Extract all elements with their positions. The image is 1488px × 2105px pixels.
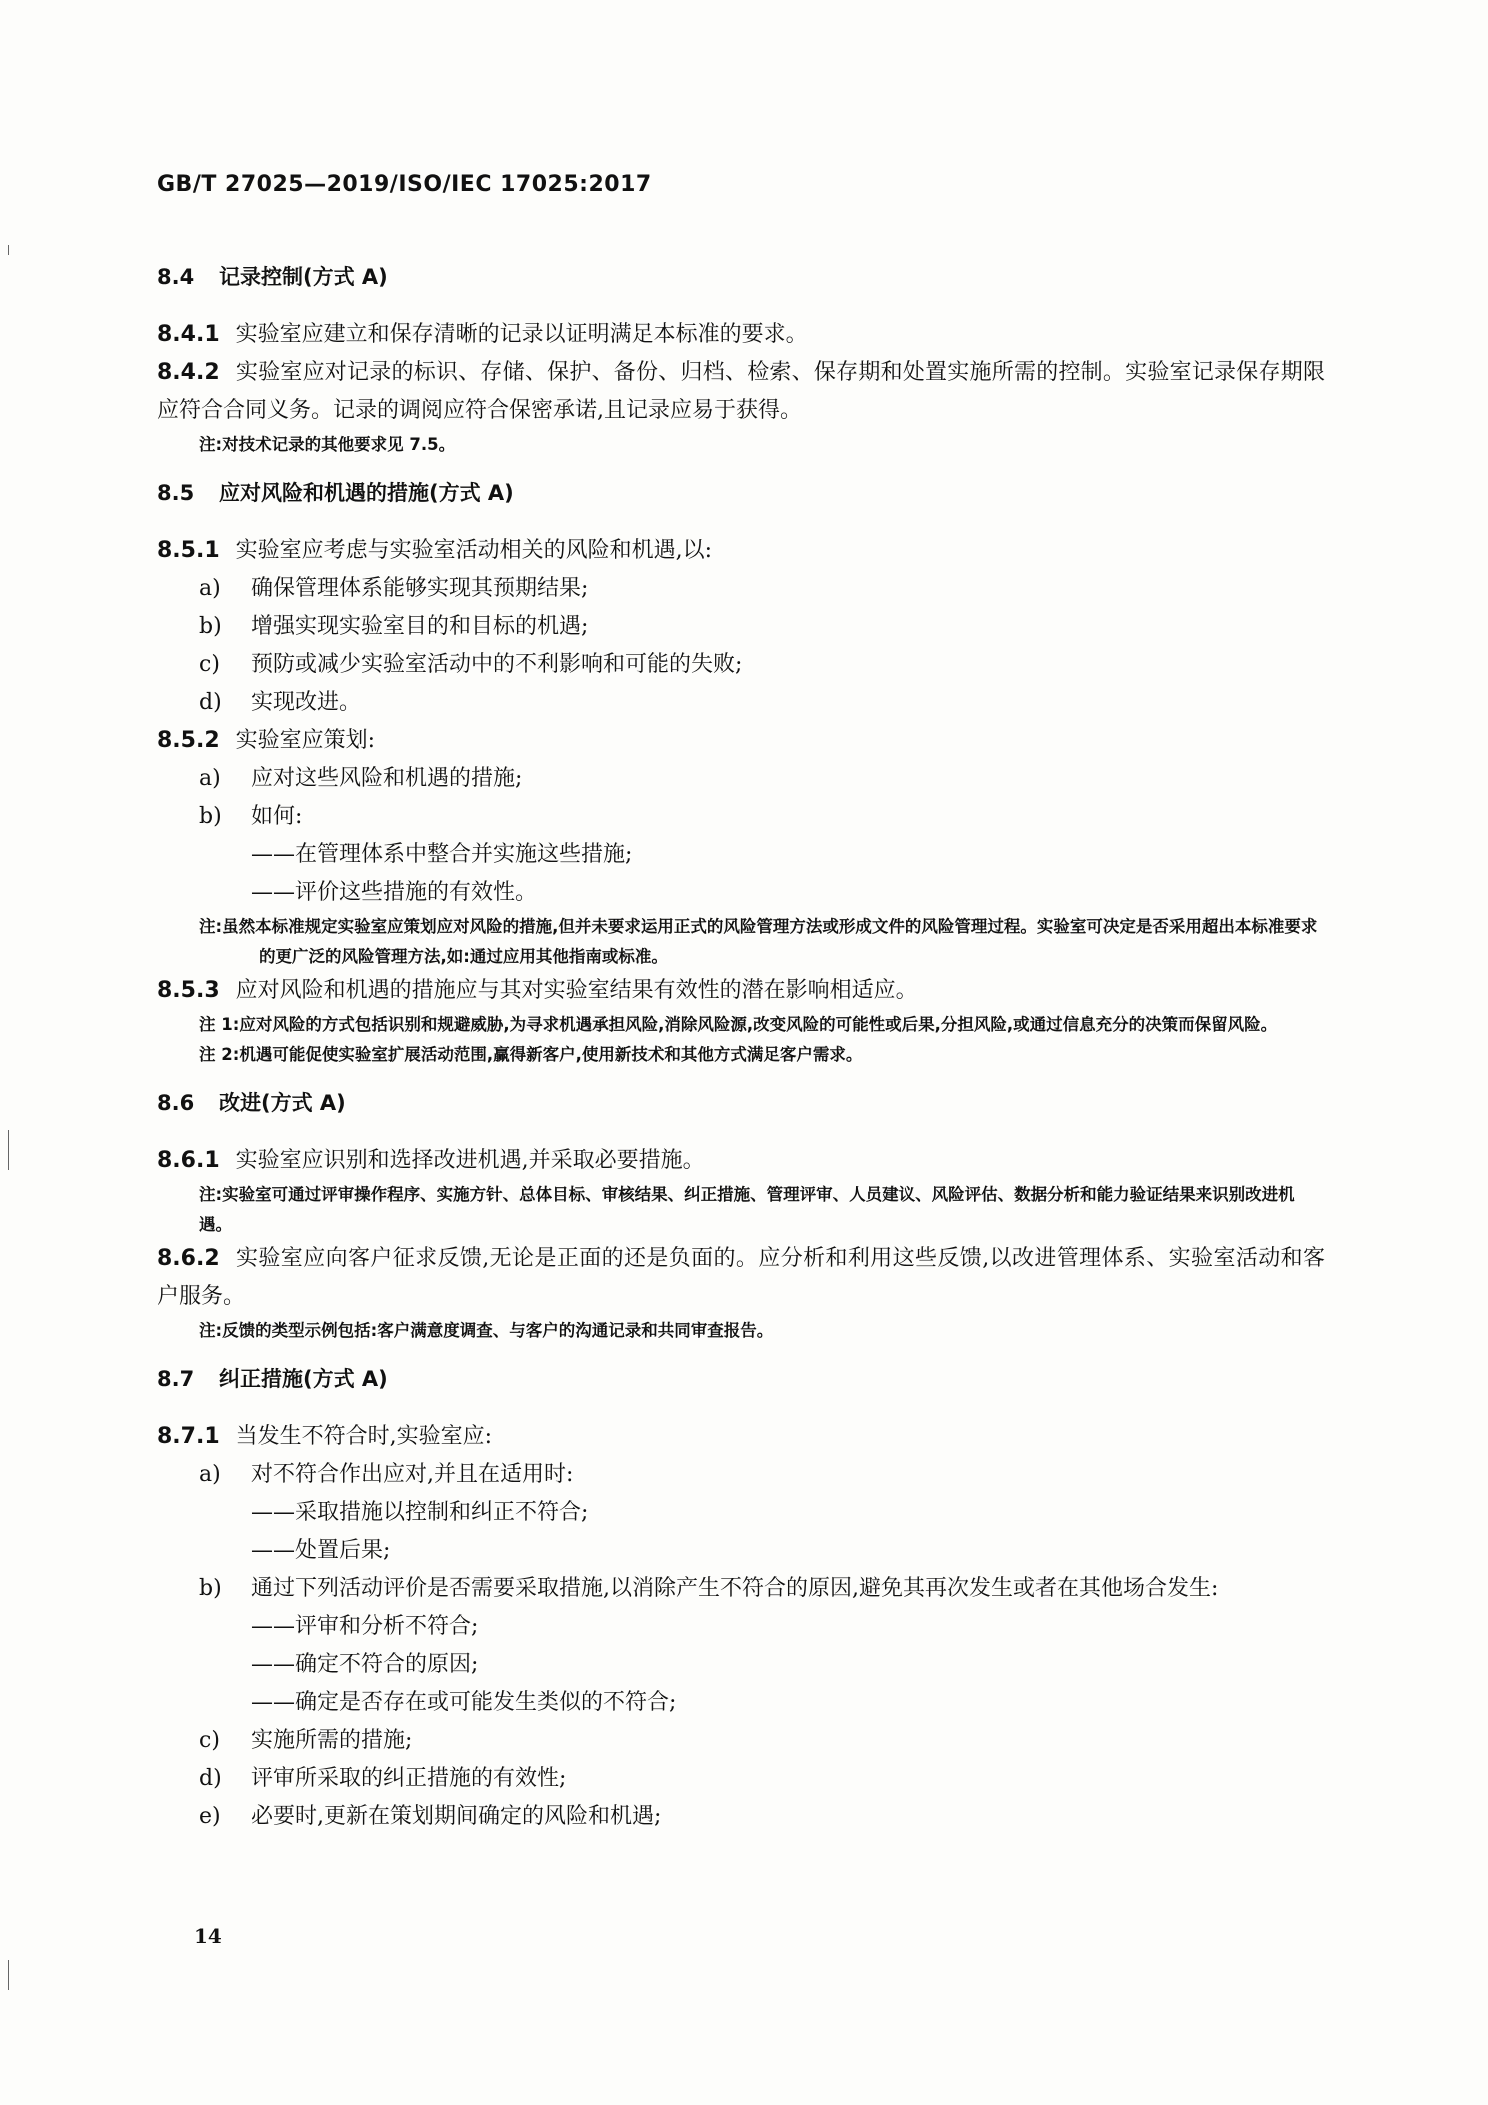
list-item (199, 684, 1325, 722)
list-text: 通过下列活动评价是否需要采取措施,以消除产生不符合的原因,避免其再次发生或者在其他场合发生: (251, 1576, 1219, 1601)
section-number: 8.7 (157, 1367, 195, 1391)
note-8-5-3-2: 注 2:机遇可能促使实验室扩展活动范围,赢得新客户,使用新技术和其他方式满足客户需求。 (199, 1045, 863, 1064)
clause-8-4-1 (157, 316, 1325, 354)
note-8-6-2: 注:反馈的类型示例包括:客户满意度调查、与客户的沟通记录和共同审查报告。 (199, 1321, 774, 1340)
list-item (199, 798, 1325, 836)
section-title: 改进(方式 A) (219, 1091, 346, 1115)
document-header: GB/T 27025—2019/ISO/IEC 17025:2017 (157, 172, 652, 197)
clause-number: 8.4.1 (157, 322, 220, 347)
clause-8-5-2 (157, 722, 1325, 760)
dash-item: ——评价这些措施的有效性。 (251, 880, 538, 905)
list-text: 确保管理体系能够实现其预期结果; (251, 576, 589, 601)
list-text: 如何: (251, 804, 303, 829)
clause-text: 实验室应识别和选择改进机遇,并采取必要措施。 (235, 1148, 705, 1173)
list-marker: b) (199, 804, 222, 829)
clause-text: 应对风险和机遇的措施应与其对实验室结果有效性的潜在影响相适应。 (235, 978, 918, 1003)
scan-mark (8, 1130, 9, 1170)
section-heading-8-4 (157, 262, 1325, 292)
list-marker: d) (199, 1766, 222, 1791)
list-item (199, 608, 1325, 646)
section-title: 应对风险和机遇的措施(方式 A) (219, 481, 514, 505)
section-title: 记录控制(方式 A) (219, 265, 388, 289)
dash-item: ——评审和分析不符合; (251, 1614, 479, 1639)
list-marker: d) (199, 690, 222, 715)
clause-number: 8.7.1 (157, 1424, 220, 1449)
list-item (199, 1456, 1325, 1494)
list-marker: e) (199, 1804, 221, 1829)
dash-item: ——在管理体系中整合并实施这些措施; (251, 842, 633, 867)
list-item (199, 1760, 1325, 1798)
clause-8-5-1 (157, 532, 1325, 570)
list-marker: a) (199, 1462, 221, 1487)
clause-text: 实验室应建立和保存清晰的记录以证明满足本标准的要求。 (235, 322, 808, 347)
section-number: 8.4 (157, 265, 195, 289)
list-marker: c) (199, 652, 220, 677)
clause-number: 8.4.2 (157, 360, 220, 385)
page-number: 14 (194, 1924, 222, 1948)
clause-8-6-2 (157, 1240, 1325, 1316)
document-body (157, 262, 1325, 1836)
clause-8-5-3 (157, 972, 1325, 1010)
clause-number: 8.5.3 (157, 978, 220, 1003)
scan-mark (8, 245, 9, 255)
section-heading-8-6 (157, 1088, 1325, 1118)
list-text: 应对这些风险和机遇的措施; (251, 766, 523, 791)
list-marker: c) (199, 1728, 220, 1753)
list-text: 实现改进。 (251, 690, 362, 715)
list-item (199, 760, 1325, 798)
clause-number: 8.5.2 (157, 728, 220, 753)
dash-item: ——采取措施以控制和纠正不符合; (251, 1500, 589, 1525)
clause-8-7-1 (157, 1418, 1325, 1456)
list-item (199, 570, 1325, 608)
list-marker: b) (199, 614, 222, 639)
section-number: 8.5 (157, 481, 195, 505)
list-text: 对不符合作出应对,并且在适用时: (251, 1462, 574, 1487)
dash-item: ——确定是否存在或可能发生类似的不符合; (251, 1690, 677, 1715)
clause-number: 8.6.1 (157, 1148, 220, 1173)
note-8-6-1: 注:实验室可通过评审操作程序、实施方针、总体目标、审核结果、纠正措施、管理评审、人员建议、风险评估、数据分析和能力验证结果来识别改进机遇。 (199, 1185, 1295, 1234)
clause-text: 实验室应对记录的标识、存储、保护、备份、归档、检索、保存期和处置实施所需的控制。实验室记录保存期限应符合合同义务。记录的调阅应符合保密承诺,且记录应易于获得。 (157, 360, 1325, 423)
clause-8-4-2 (157, 354, 1325, 430)
list-item (199, 1722, 1325, 1760)
note-8-5-2: 注:虽然本标准规定实验室应策划应对风险的措施,但并未要求运用正式的风险管理方法或形成文件的风险管理过程。实验室可决定是否采用超出本标准要求的更广泛的风险管理方法,如:通过应用其他指南或标准。 (199, 917, 1318, 966)
list-text: 实施所需的措施; (251, 1728, 413, 1753)
list-text: 必要时,更新在策划期间确定的风险和机遇; (251, 1804, 662, 1829)
section-heading-8-7 (157, 1364, 1325, 1394)
section-title: 纠正措施(方式 A) (219, 1367, 388, 1391)
note-8-4-2: 注:对技术记录的其他要求见 7.5。 (199, 435, 456, 454)
dash-item: ——确定不符合的原因; (251, 1652, 479, 1677)
clause-text: 实验室应考虑与实验室活动相关的风险和机遇,以: (235, 538, 713, 563)
list-text: 预防或减少实验室活动中的不利影响和可能的失败; (251, 652, 743, 677)
list-marker: a) (199, 766, 221, 791)
clause-number: 8.6.2 (157, 1246, 220, 1271)
clause-text: 实验室应向客户征求反馈,无论是正面的还是负面的。应分析和利用这些反馈,以改进管理体系、实验室活动和客户服务。 (157, 1246, 1325, 1309)
list-item (199, 1798, 1325, 1836)
list-item (199, 646, 1325, 684)
section-heading-8-5 (157, 478, 1325, 508)
clause-8-6-1 (157, 1142, 1325, 1180)
list-text: 增强实现实验室目的和目标的机遇; (251, 614, 589, 639)
list-marker: b) (199, 1576, 222, 1601)
dash-item: ——处置后果; (251, 1538, 391, 1563)
clause-text: 实验室应策划: (235, 728, 376, 753)
note-8-5-3-1: 注 1:应对风险的方式包括识别和规避威胁,为寻求机遇承担风险,消除风险源,改变风险的可能性或后果,分担风险,或通过信息充分的决策而保留风险。 (199, 1015, 1278, 1034)
list-marker: a) (199, 576, 221, 601)
clause-text: 当发生不符合时,实验室应: (235, 1424, 493, 1449)
list-item (199, 1570, 1325, 1608)
scan-mark (8, 1960, 9, 1990)
clause-number: 8.5.1 (157, 538, 220, 563)
list-text: 评审所采取的纠正措施的有效性; (251, 1766, 567, 1791)
section-number: 8.6 (157, 1091, 195, 1115)
